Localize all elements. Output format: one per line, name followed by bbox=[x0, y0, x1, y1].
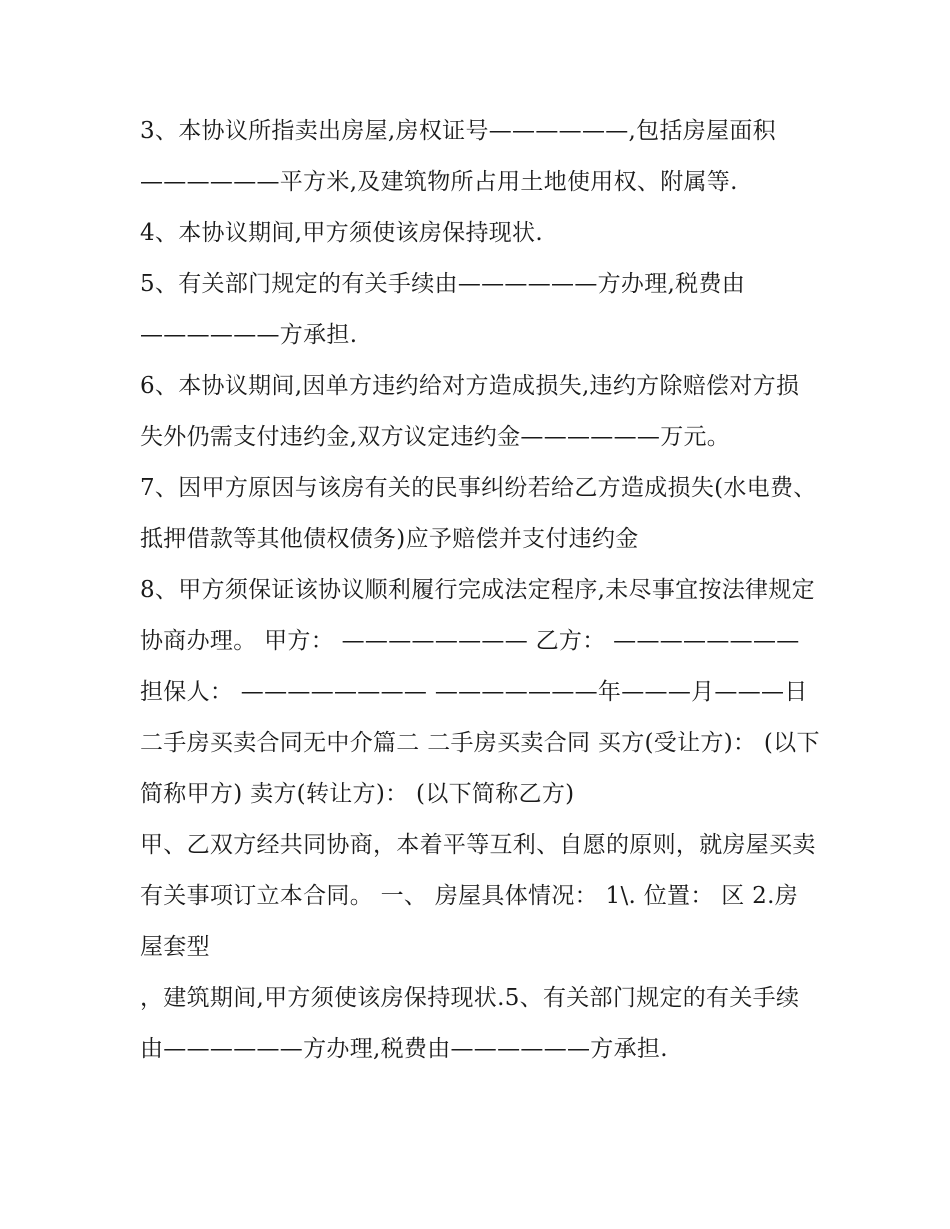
clause-5: 5、有关部门规定的有关手续由——————方办理,税费由——————方承担. bbox=[140, 271, 746, 348]
clause-3: 3、本协议所指卖出房屋,房权证号——————,包括房屋面积——————平方米,及建筑物所占用土地使用权、附属等. bbox=[140, 118, 776, 195]
clause-6: 6、本协议期间,因单方违约给对方造成损失,违约方除赔偿对方损失外仍需支付违约金,双方议定违约金——————万元。 bbox=[140, 373, 800, 450]
document-body bbox=[140, 106, 820, 1075]
clause-4: 4、本协议期间,甲方须使该房保持现状. bbox=[140, 220, 543, 246]
repeated-clause-text: ，建筑期间,甲方须使该房保持现状.5、有关部门规定的有关手续由——————方办理,税费由——————方承担. bbox=[140, 985, 800, 1062]
clause-7: 7、因甲方原因与该房有关的民事纠纷若给乙方造成损失(水电费、抵押借款等其他债权债务)应予赔偿并支付违约金 bbox=[140, 475, 817, 552]
clause-8-and-signatures: 8、甲方须保证该协议顺利履行完成法定程序,未尽事宜按法律规定协商办理。 甲方： ———————— 乙方： ———————— 担保人： ———————— ———————年———月———日 二手房买卖合同无中介篇二 二手房买卖合同 买方(受让方)： (以下简称甲方) 卖方(转让方)： (以下简称乙方) bbox=[140, 577, 820, 807]
contract-intro: 甲、乙双方经共同协商，本着平等互利、自愿的原则，就房屋买卖有关事项订立本合同。 一、 房屋具体情况： 1\. 位置： 区 2.房屋套型 bbox=[140, 832, 816, 960]
